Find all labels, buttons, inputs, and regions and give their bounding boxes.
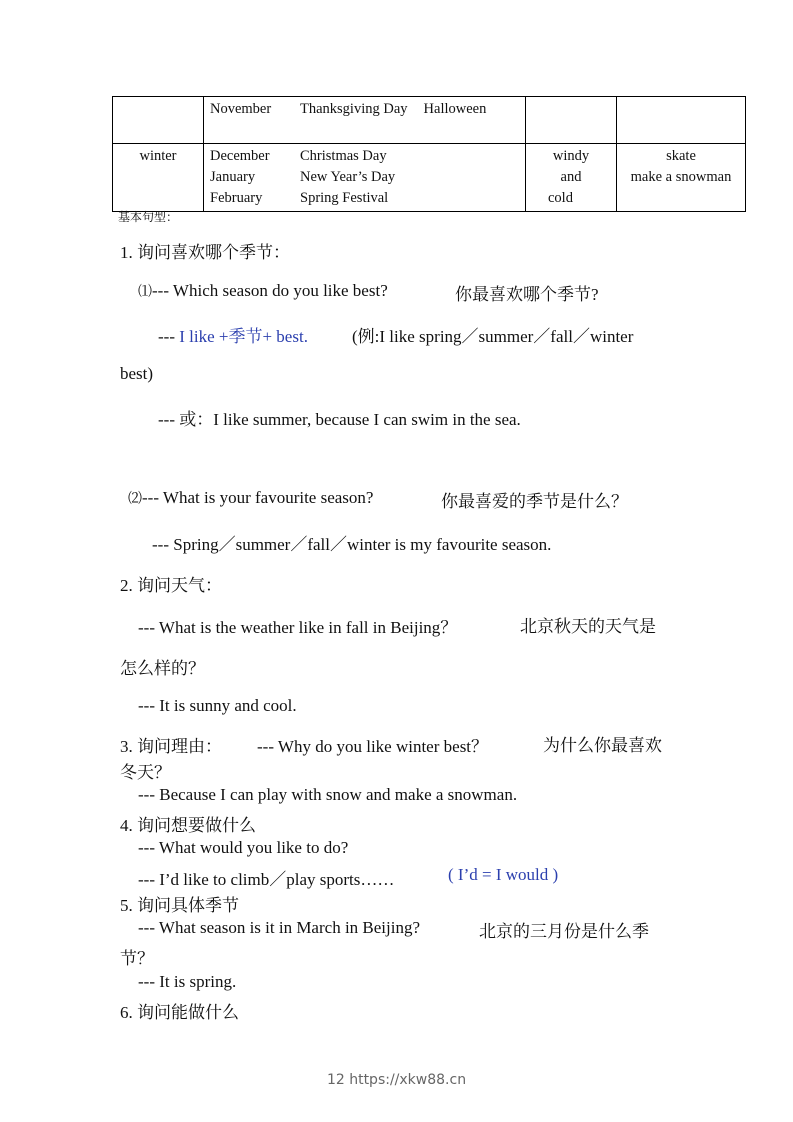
question-translation-continued: 冬天？	[120, 763, 171, 782]
activity-cell	[617, 97, 746, 144]
question-translation: 你最喜爱的季节是什么？	[441, 492, 628, 511]
festival-name: Spring Festival	[300, 190, 389, 206]
answer-1-line	[158, 322, 308, 347]
season-cell	[113, 97, 204, 144]
section-2-answer: --- It is sunny and cool.	[138, 696, 297, 715]
section-3-heading: 3. 询问理由：	[120, 737, 222, 756]
activity-cell	[617, 144, 746, 212]
section-2-heading: 2. 询问天气：	[120, 576, 222, 595]
question-text: --- What is your favourite season?	[142, 488, 374, 507]
month-name: February	[210, 190, 263, 206]
section-1-heading: 1. 询问喜欢哪个季节：	[120, 243, 290, 262]
festival-name: Christmas Day	[300, 148, 387, 164]
month-name: November	[210, 101, 272, 117]
question-text: --- Which season do you like best?	[152, 281, 388, 300]
season-table	[112, 96, 746, 212]
page-footer: 12 https://xkw88.cn	[326, 1072, 467, 1088]
month-festival-cell	[204, 144, 526, 212]
question-translation: 北京的三月份是什么季	[479, 922, 649, 941]
festival-name: Thanksgiving Day	[300, 101, 408, 117]
answer-example-continued: best)	[120, 364, 154, 383]
question-translation: 为什么你最喜欢	[543, 736, 662, 755]
question-translation-continued: 怎么样的？	[120, 659, 205, 678]
item-number: ⑴	[138, 285, 152, 300]
answer-example: (例:I like spring／summer／fall／winter	[352, 327, 634, 346]
section-4-heading: 4. 询问想要做什么	[120, 816, 256, 835]
section-2-question: --- What is the weather like in fall in Beijing？	[138, 618, 458, 637]
table-row-november	[113, 97, 746, 144]
festival-name: New Year’s Day	[300, 169, 396, 185]
festival-name: Halloween	[423, 101, 487, 117]
item-number: ⑵	[128, 492, 142, 507]
section-4-question: --- What would you like to do?	[138, 838, 349, 857]
section-4-answer: --- I’d like to climb／play sports……	[138, 870, 395, 889]
month-festival-cell	[204, 97, 526, 144]
answer-3-line: --- Spring／summer／fall／winter is my favourite season.	[152, 535, 552, 554]
activity-item: make a snowman	[630, 169, 732, 185]
answer-2-line: --- 或：I like summer, because I can swim in the sea.	[158, 410, 521, 429]
month-name: December	[210, 148, 270, 164]
question-translation: 你最喜欢哪个季节?	[455, 285, 599, 304]
weather-word: cold	[548, 190, 573, 206]
question-1-line	[138, 281, 388, 301]
season-cell: winter	[113, 144, 204, 212]
weather-cell	[526, 144, 617, 212]
table-row-winter	[113, 144, 746, 212]
contraction-note: ( I’d = I would )	[448, 865, 559, 884]
section-5-answer: --- It is spring.	[138, 972, 237, 991]
section-5-heading: 5. 询问具体季节	[120, 896, 239, 915]
weather-cell	[526, 97, 617, 144]
answer-prefix: ---	[158, 327, 180, 346]
weather-word: windy	[552, 148, 590, 164]
weather-word: and	[560, 169, 582, 185]
section-3-answer: --- Because I can play with snow and make a snowman.	[138, 785, 518, 804]
activity-item: skate	[666, 148, 696, 164]
question-translation-continued: 节？	[120, 949, 154, 968]
basic-patterns-label: 基本句型：	[118, 210, 179, 224]
month-name: January	[210, 169, 256, 185]
section-3-question: --- Why do you like winter best？	[257, 737, 489, 756]
section-6-heading: 6. 询问能做什么	[120, 1003, 239, 1022]
answer-pattern: I like +季节+ best.	[179, 327, 308, 346]
section-5-question: --- What season is it in March in Beijing?	[138, 918, 421, 937]
question-translation: 北京秋天的天气是	[520, 617, 656, 636]
question-2-line	[128, 488, 373, 508]
